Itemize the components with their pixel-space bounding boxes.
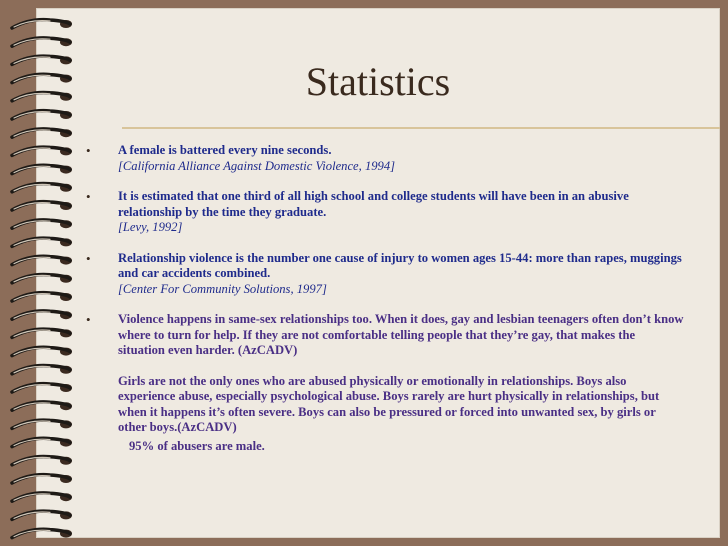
binding-ring-icon bbox=[12, 511, 72, 519]
title-divider bbox=[122, 127, 720, 129]
statistic-text: It is estimated that one third of all high school and college students will have been in an abusive relationship by the time they graduate. bbox=[118, 189, 629, 219]
list-item bbox=[84, 251, 684, 298]
bullet-icon: • bbox=[86, 189, 91, 204]
bullet-icon: • bbox=[86, 250, 91, 266]
binding-ring-icon bbox=[12, 92, 72, 100]
binding-ring-icon bbox=[12, 202, 72, 210]
closing-statistic: 95% of abusers are male. bbox=[129, 438, 265, 453]
binding-ring-icon bbox=[12, 329, 72, 337]
bullet-icon: • bbox=[86, 143, 91, 158]
binding-ring-icon bbox=[12, 475, 72, 483]
boys-abuse-paragraph: Girls are not the only ones who are abused physically or emotionally in relationships. Boys also experience abuse, especially psychological abuse. Boys rarely are hurt physically in relationships, but when it happens it’s often severe. Boys can also be pressured or forced into unwanted sex, by girls or other boys.(AzCADV) bbox=[118, 373, 660, 434]
statistic-source: [Center For Community Solutions, 1997] bbox=[118, 281, 327, 296]
binding-ring-icon bbox=[12, 38, 72, 46]
binding-ring-icon bbox=[12, 311, 72, 319]
binding-ring-icon bbox=[12, 256, 72, 264]
binding-ring-icon bbox=[12, 183, 72, 191]
binding-ring-icon bbox=[12, 74, 72, 82]
list-item bbox=[84, 143, 684, 174]
slide-paper bbox=[36, 8, 720, 538]
binding-ring-icon bbox=[12, 529, 72, 537]
binding-ring-icon bbox=[12, 274, 72, 282]
binding-ring-icon bbox=[12, 420, 72, 428]
statistic-text: A female is battered every nine seconds. bbox=[118, 143, 332, 157]
binding-ring-icon bbox=[12, 56, 72, 64]
binding-ring-icon bbox=[12, 20, 72, 28]
binding-ring-icon bbox=[12, 111, 72, 119]
binding-ring-icon bbox=[12, 293, 72, 301]
binding-ring-icon bbox=[12, 238, 72, 246]
statistic-text: Violence happens in same-sex relationships too. When it does, gay and lesbian teenagers often don’t know where to turn for help. If they are not comfortable telling people that they’re gay, that makes the situation even harder. (AzCADV) bbox=[118, 312, 684, 357]
binding-ring-icon bbox=[12, 220, 72, 228]
binding-ring-icon bbox=[12, 365, 72, 373]
binding-ring-icon bbox=[12, 129, 72, 137]
spiral-binding bbox=[0, 0, 90, 546]
binding-ring-icon bbox=[12, 384, 72, 392]
bullet-icon: • bbox=[86, 312, 91, 327]
binding-ring-icon bbox=[12, 456, 72, 464]
binding-ring-icon bbox=[12, 402, 72, 410]
binding-ring-icon bbox=[12, 493, 72, 501]
list-item bbox=[84, 189, 684, 236]
binding-ring-icon bbox=[12, 147, 72, 155]
binding-ring-icon bbox=[12, 347, 72, 355]
statistic-source: [California Alliance Against Domestic Violence, 1994] bbox=[118, 158, 396, 173]
slide-title: Statistics bbox=[305, 59, 451, 104]
list-item bbox=[84, 312, 684, 359]
statistic-source: [Levy, 1992] bbox=[118, 220, 183, 234]
statistic-text: Relationship violence is the number one cause of injury to women ages 15-44: more than rapes, muggings and car accidents combined. bbox=[118, 250, 682, 280]
binding-ring-icon bbox=[12, 165, 72, 173]
statistics-list bbox=[84, 143, 684, 454]
binding-ring-icon bbox=[12, 438, 72, 446]
